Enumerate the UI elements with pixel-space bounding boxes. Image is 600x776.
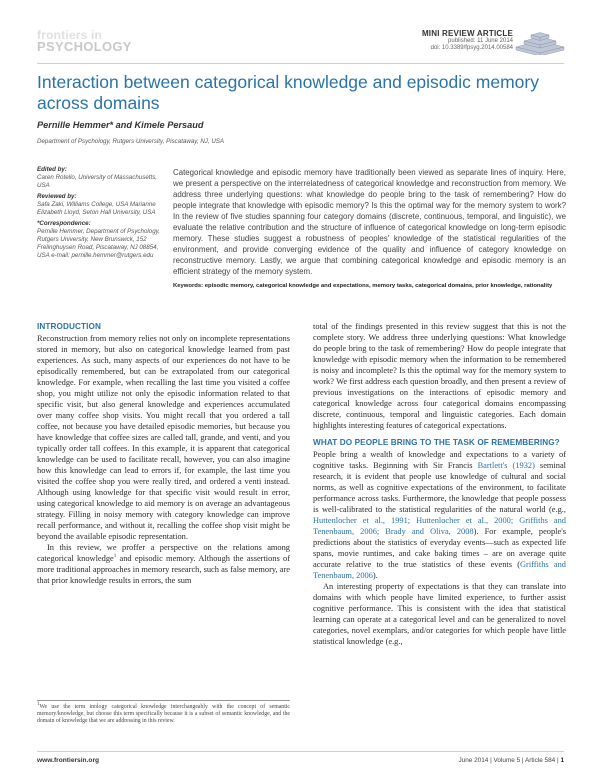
footnote-text: We use the term inology categorical knowledge interchangeably with the concept of semantic memory/knowledge, but choose this term specifically because it is a subset of semantic knowledge, and the domain of knowledge that we are addressing in this review.: [37, 704, 290, 724]
text-span: ).: [372, 571, 378, 580]
intro-p2-text-a: In this review, we proffer a perspective on the relations among categorical knowledge: [37, 543, 290, 563]
article-title: Interaction between categorical knowledge and episodic memory across domains: [37, 72, 539, 113]
intro-paragraph-1: Reconstruction from memory relies not only on incomplete representations stored in memory, but also on categorical knowledge learned from past experiences. As such, many aspects of our experiences do not have to be episodically remembered, but can be extrapolated from our categorical knowledge. For example, when recalling the last time you visited a coffee shop, you might utilize not only the episodic information related to that specific visit, but also general knowledge and experiences accumulated over many coffee shop visits. You might recall that you ordered a tall coffee, not because you have detailed episodic memories, but because you have knowledge that coffee sizes are called tall, grande, and venti, and you typically order tall coffees. In this example, it is apparent that categorical knowledge can be used to facilitate recall, however, you can also imagine how this knowledge can lead to errors if, for example, the last time you visited the coffee shop you were really tired, and ordered a venti instead. Although using knowledge for that specific visit would result in error, using categorical knowledge to aid memory is on average an advantageous strategy. Filling in noisy memory with category knowledge can improve recall performance, and without it, recalling the coffee shop visit might be beyond the available episodic representation.: [37, 334, 290, 541]
citation-link[interactable]: Huttenlocher et al., 1991; Huttenlocher et al., 2000; Griffiths and Tenenbaum, 2006; Brady and Oliva, 2008: [313, 516, 566, 536]
journal-logo: [37, 29, 132, 53]
logo-line2: PSYCHOLOGY: [37, 39, 132, 54]
intro-continuation: total of the findings presented in this review suggest that this is not the complete story. We address three underlying questions: What knowledge do people bring to the task of remembering? How do people integrate that knowledge with episodic memory when the information to be remembered is noisy and incomplete? Is this the optimal way for the memory system to work? We first address each question broadly, and then present a review of previous investigations on the interactions of episodic memory and categorical knowledge across four categorical domains encompassing discrete, continuous, temporal and linguistic categories. Each domain highlights interesting features of categorical expectations.: [313, 322, 566, 430]
reviewed-by-text: Safa Zaki, Williams College, USA Marianne Elizabeth Lloyd, Seton Hall University, USA: [37, 201, 156, 216]
keywords-text: episodic memory, categorical knowledge and expectations, memory tasks, categorical domains, prior knowledge, rationality: [204, 283, 553, 289]
keywords: [173, 282, 566, 290]
header-divider: [37, 63, 564, 64]
footnote: [37, 700, 290, 725]
authors: Pernille Hemmer* and Kimele Persaud: [37, 120, 204, 130]
published-date: published: 11 June 2014: [448, 38, 513, 45]
section-heading-introduction: INTRODUCTION: [37, 322, 101, 331]
edited-by-text: Caren Rotello, University of Massachusetts, USA: [37, 174, 158, 189]
affiliation: Department of Psychology, Rutgers University, Piscataway, NJ, USA: [37, 138, 225, 145]
article-type: MINI REVIEW ARTICLE: [421, 29, 513, 38]
section-heading-remembering: WHAT DO PEOPLE BRING TO THE TASK OF REMEMBERING?: [313, 438, 560, 447]
citation-link[interactable]: Griffiths and Tenenbaum, 2006: [313, 560, 566, 580]
body-column-left: [37, 321, 290, 586]
text-span: People bring a wealth of knowledge and expectations to a variety of cognitive tasks. Beginning with Sir Francis: [313, 450, 566, 470]
edited-by-label: Edited by:: [37, 166, 67, 173]
keywords-label: Keywords:: [173, 283, 204, 289]
citation-link[interactable]: Bartlett's (1932): [477, 461, 535, 470]
logo-line1: frontiers in: [37, 28, 103, 42]
footnote-mark: 1: [37, 702, 40, 708]
doi: doi: 10.3389/fpsyg.2014.00584: [430, 44, 513, 51]
reviewed-by-label: Reviewed by:: [37, 193, 77, 200]
remembering-paragraph-1: [313, 449, 566, 581]
mini-review-pyramid-icon: [512, 25, 568, 55]
text-span: seminal research, it is evident that people use knowledge of cultural and social norms, as well as cognitive expectations of the environment, to facilitate performance across tasks. Furthermore, the knowledge that people possess is well-calibrated to the statistical regularities of the natural world (e.g.,: [313, 461, 566, 514]
editorial-sidebar: [37, 166, 167, 263]
page-info: [458, 757, 564, 764]
intro-p2-text-b: and episodic memory. Although the assertions of more traditional approaches in memory research, such as false memory, are that prior knowledge results in errors, the sum: [37, 554, 290, 585]
correspondence-label: *Correspondence:: [37, 220, 91, 227]
article-header-info: [422, 30, 513, 51]
text-span: ). For example, people's predictions about the statistics of everyday events—such as expected life spans, movie runtimes, and cake baking times – are on average quite accurate relative to the true statistics of these events (: [313, 527, 566, 569]
intro-paragraph-2: [37, 542, 290, 586]
footer-divider: [37, 751, 564, 752]
remembering-paragraph-2: An interesting property of expectations is that they can translate into domains with which people have limited experience, to further assist cognitive performance. This is consistent with the idea that statistical learning can operate at a categorical level and can be generalized to novel categories, novel exemplars, and/or categories for which people have little statistical knowledge (e.g.,: [313, 582, 566, 646]
footnote-ref[interactable]: 1: [113, 554, 117, 560]
issue-info: June 2014 | Volume 5 | Article 584 |: [458, 757, 559, 764]
journal-website-link[interactable]: www.frontiersin.org: [37, 757, 100, 764]
page-number: 1: [560, 757, 564, 764]
abstract: Categorical knowledge and episodic memory have traditionally been viewed as separate lines of inquiry. Here, we present a perspective on the interrelatedness of categorical knowledge and reconstruction from memory. We address three underlying questions: what knowledge do people bring to the task of remembering? How do people integrate that knowledge with episodic memory? Is this the optimal way for the memory system to work? In the review of five studies spanning four category domains (discrete, continuous, temporal, and linguistic), we evaluate the relative contribution and the structure of influence of categorical knowledge on long-term episodic memory. These studies suggest a robustness of peoples' knowledge of the statistical regularities of the environment, and provide converging evidence of the quality and influence of category knowledge on reconstructive memory. Lastly, we argue that combining categorical knowledge and episodic memory is an efficient strategy of the memory system.: [173, 168, 566, 276]
correspondence-text: Pernille Hemmer, Department of Psychology, Rutgers University, New Brunswick, 152 Frelinghuysen Road, Piscataway, NJ 08854, USA e-mail: pernille.hemmer@rutgers.edu: [37, 228, 160, 259]
body-column-right: [313, 321, 566, 647]
